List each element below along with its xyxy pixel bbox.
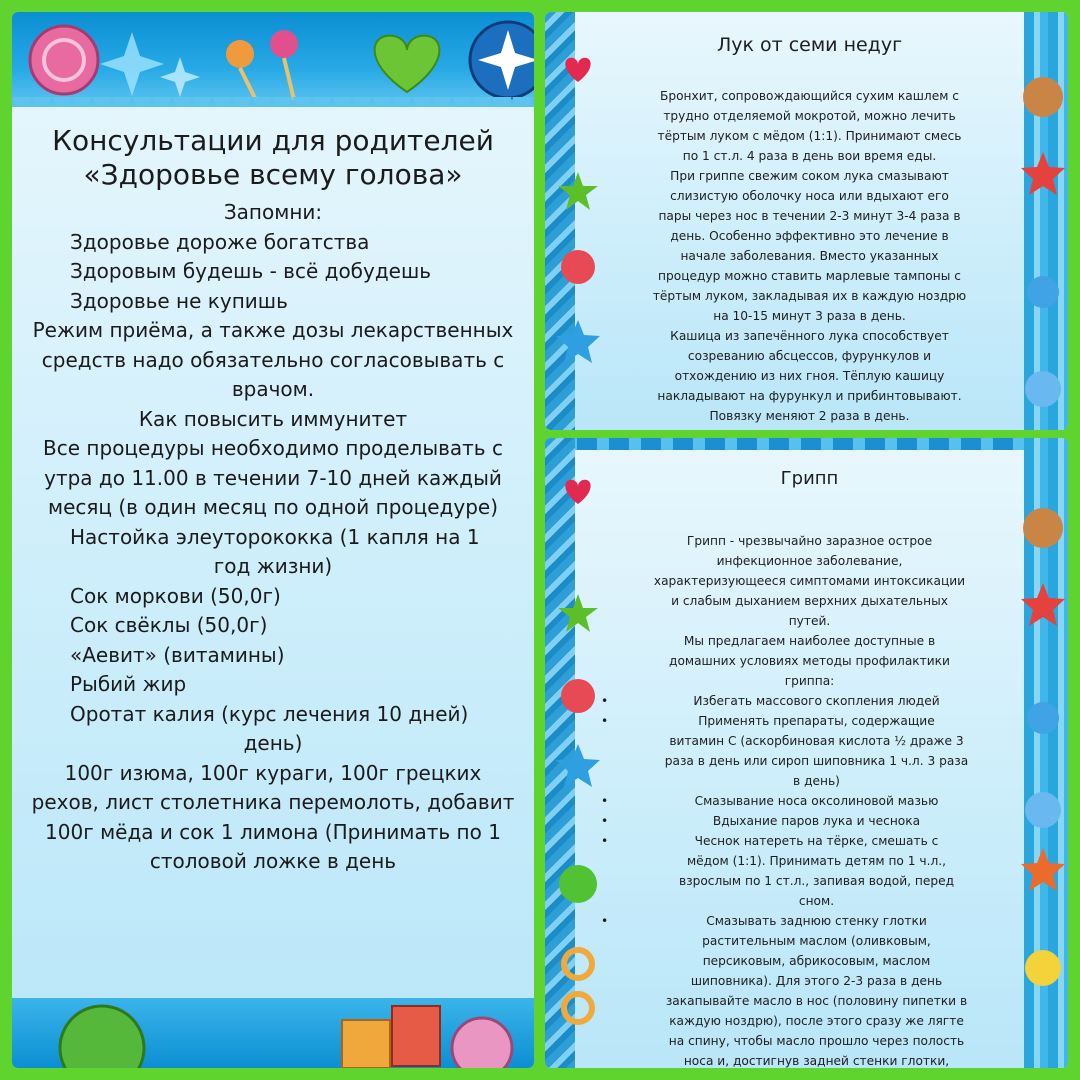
bullet-text: • Применять препараты, содержащие [698,714,935,728]
flu-intro-line: гриппа: [784,674,835,688]
procedures-line: Все процедуры необходимо проделывать с [43,436,503,460]
regime-line: врачом. [231,377,315,401]
onion-text-line: на 10-15 минут 3 раза в день. [713,309,906,323]
flu-intro-line: путей. [788,614,831,628]
blocks-illustration [12,998,534,1068]
remedy-item: Оротат калия (курс лечения 10 дней) [70,701,469,726]
bullet-text: Избегать массового скопления людей [693,694,940,708]
toys-illustration [12,12,534,107]
bullet-text: в день) [793,774,840,788]
list-item [609,711,1010,791]
flu-prevention-list [609,691,1010,1068]
flu-intro-line: Грипп - чрезвычайно заразное острое [686,534,933,548]
bullet-text: • Смазывать заднюю стенку глотки [706,914,927,928]
onion-text-line: процедур можно ставить марлевые тампоны с [658,269,961,283]
remedy-item: год жизни) [213,554,333,578]
remedy-item: «Аевит» (витамины) [70,642,285,667]
flu-card [545,438,1068,1068]
ball-icon [559,865,597,903]
remember-label: Запомни: [223,200,323,224]
list-item [609,791,1010,811]
bullet-text: каждую ноздрю), после этого сразу же лягте [669,1014,964,1028]
onion-text-line: накладывают на фурункул и прибинтовывают. [657,389,962,403]
left-card [12,12,534,1068]
ring-icon [564,950,592,978]
recipe-line: 100г изюма, 100г кураги, 100г грецких [64,760,482,785]
list-item [609,811,1010,831]
title-line-1: Консультации для родителей [52,124,494,157]
right-stickers [1020,67,1066,417]
star-face-icon [1021,848,1065,891]
right-stickers [1020,498,1066,1038]
smiley-icon [561,250,595,284]
bullet-text: Смазывание носа оксолиновой мазью [694,794,939,808]
bullet-text: шиповника). Для этого 2-3 раза в день [690,974,943,988]
bear-icon [1023,508,1063,548]
flower-icon [1027,276,1059,308]
remedy-item: Сок моркови (50,0г) [70,583,281,608]
flower-icon [1027,702,1059,734]
top-stripe-border [545,438,1068,450]
left-text-block [12,124,534,877]
flu-text [609,468,1010,1068]
saying-item: Здоровье дороже богатства [70,229,370,254]
onion-text-line: Повязку меняют 2 раза в день. [709,409,910,423]
smiley-icon [561,679,595,713]
heart-icon [565,480,590,504]
top-decor-band [12,12,534,107]
star-icon [558,594,598,632]
onion-text-line: по 1 ст.л. 4 раза в день вои время еды. [682,149,937,163]
bullet-text: носа и, достигнув задней стенки глотки, [683,1054,950,1068]
bottom-decor-band [12,998,534,1068]
heart-icon [565,58,590,82]
bear-icon [1023,77,1063,117]
flu-intro-line: инфекционное заболевание, [716,554,903,568]
star-icon [558,172,598,210]
flu-intro-line: и слабым дыханием верхних дыхательных [671,594,948,608]
bullet-text: • Чеснок натереть на тёрке, смешать с [694,834,939,848]
recipe-line: рехов, лист столетника перемолоть, добавит [31,790,515,814]
bullet-text: растительным маслом (оливковым, [702,934,931,948]
onion-text-line: Кашица из запечённого лука способствует [670,329,949,343]
bullet-text: персиковым, абрикосовым, маслом [702,954,931,968]
list-item [609,911,1010,1068]
flu-intro-line: домашних условиях методы профилактики [669,654,950,668]
onion-text-line: отхождению из них гноя. Тёплую кашицу [674,369,945,383]
onion-text-line: день. Особенно эффективно это лечение в [670,229,949,243]
bullet-text: взрослым по 1 ст.л., запивая водой, перед [678,874,955,888]
smiley-icon [1025,950,1061,986]
list-item [609,691,1010,711]
immunity-heading: Как повысить иммунитет [138,406,408,431]
onion-text-line: начале заболевания. Вместо указанных [680,249,939,263]
onion-text [609,34,1010,426]
left-stickers [555,474,601,1054]
recipe-line: столовой ложке в день [149,849,397,873]
onion-text-line: слизистую оболочку носа или вдыхают его [670,189,949,203]
left-stickers [555,52,601,412]
remedy-item: Рыбий жир [70,672,187,696]
list-item [609,831,1010,911]
flu-intro-line: Мы предлагаем наиболее доступные в [683,634,936,648]
star-face-icon [556,744,600,787]
onion-text-line: При гриппе свежим соком лука смазывают [670,169,949,183]
smiley-icon [1025,792,1061,828]
bullet-text: на спину, чтобы масло прошло через полость [668,1034,965,1048]
ring-icon [564,994,592,1022]
bullet-text: раза в день или сироп шиповника 1 ч.л. 3 раза [664,754,969,768]
star-icon [1021,152,1065,195]
remedy-item: Настойка элеуторококка (1 капля на 1 [70,524,480,549]
bullet-text: Вдыхание паров лука и чеснока [712,814,921,828]
onion-text-line: тёртым луком с мёдом (1:1). Принимают смесь [657,129,962,143]
procedures-line: утра до 11.00 в течении 7-10 дней каждый [44,465,502,490]
saying-item: Здоровым будешь - всё добудешь [70,259,432,283]
star-face-icon [556,320,600,363]
regime-line: средств надо обязательно согласовывать с [41,347,505,372]
bullet-text: сном. [798,894,835,908]
onion-text-line: созреванию абсцессов, фурункулов и [687,349,932,363]
recipe-line: 100г мёда и сок 1 лимона (Принимать по 1 [45,819,501,844]
onion-text-line: трудно отделяемой мокротой, можно лечить [663,109,956,123]
saying-item: Здоровье не купишь [70,288,288,313]
regime-line: Режим приёма, а также дозы лекарственных [32,318,514,342]
onion-text-line: пары через нос в течении 2-3 минут 3-4 раза в [658,209,961,223]
title-line-2: «Здоровье всему голова» [83,158,463,191]
onion-title: Лук от семи недуг [716,34,903,56]
bullet-text: витамин С (аскорбиновая кислота ½ драже 3 [669,734,964,748]
onion-text-line: тёртым луком, закладывая их в каждую ноздрю [652,289,967,303]
star-icon [1021,583,1065,626]
flu-intro-line: характеризующееся симптомами интоксикации [653,574,966,588]
bullet-text: закапывайте масло в нос (половину пипетки в [665,994,968,1008]
onion-card [545,12,1068,430]
smiley-icon [1025,371,1061,407]
procedures-line: месяц (в один месяц по одной процедуре) [47,495,499,519]
remedy-item: день) [243,731,303,755]
onion-text-line: Бронхит, сопровождающийся сухим кашлем с [660,89,959,103]
bullet-text: мёдом (1:1). Принимать детям по 1 ч.л., [686,854,946,868]
flu-title: Грипп [780,468,839,489]
remedy-item: Сок свёклы (50,0г) [70,613,268,637]
